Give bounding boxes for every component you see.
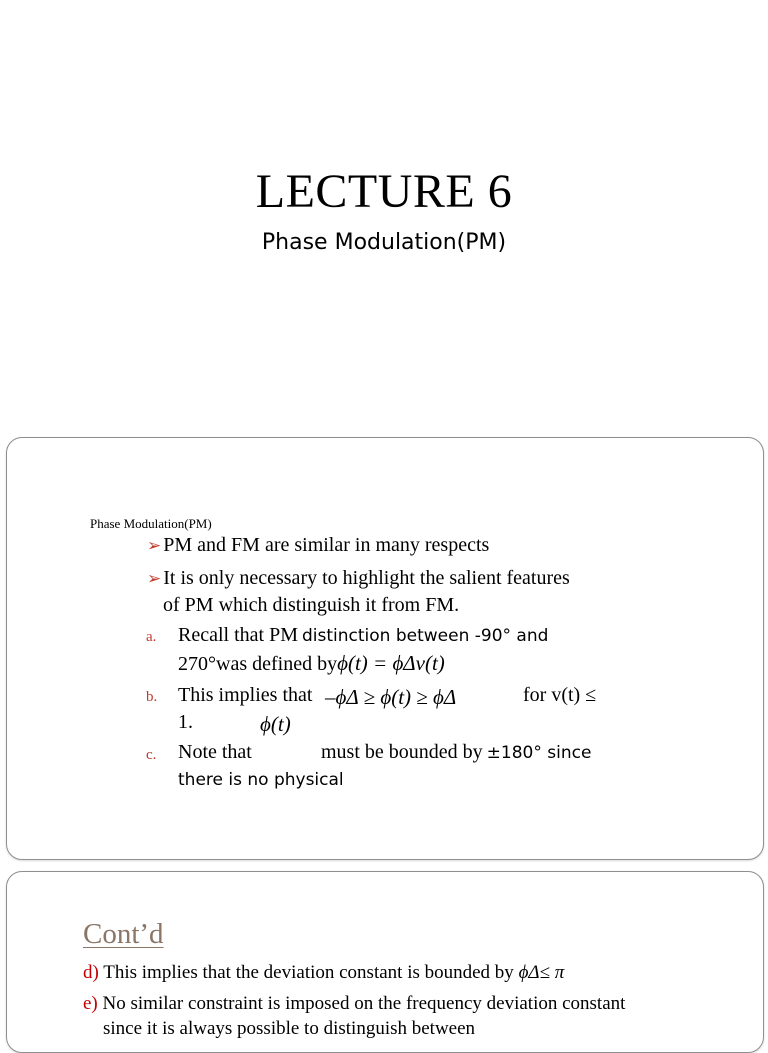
slide-contd — [6, 871, 764, 1053]
item-c-text-b: must be bounded by — [321, 741, 483, 763]
list-item-d — [83, 962, 564, 984]
item-a-text: Recall that PM — [178, 624, 298, 646]
bullet-continuation: of PM which distinguish it from FM. — [163, 594, 460, 616]
item-c-text: Note that — [178, 741, 252, 763]
item-b-formula-2: ϕ(t) — [260, 712, 291, 736]
list-item-a-line2 — [178, 651, 445, 676]
item-b-text: This implies that — [178, 684, 313, 706]
bullet-text: It is only necessary to highlight the salient features — [163, 567, 570, 589]
item-b-formula: –ϕΔ ≥ ϕ(t) ≥ ϕΔ — [325, 685, 457, 709]
arrow-bullet-icon: ➢ — [147, 569, 162, 588]
lecture-subtitle: Phase Modulation(PM) — [261, 230, 507, 255]
item-c-sans-text-2: there is no physical — [178, 770, 344, 790]
item-d-label: d) — [83, 962, 99, 983]
arrow-bullet-icon: ➢ — [147, 536, 162, 555]
list-item-a-line1 — [178, 624, 548, 647]
item-e-text: No similar constraint is imposed on the frequency deviation constant — [102, 993, 626, 1014]
item-e-label: e) — [83, 993, 98, 1014]
item-d-text: This implies that the deviation constant is bounded by — [103, 962, 514, 983]
item-e-continuation: since it is always possible to distinguish between — [103, 1018, 476, 1039]
bullet-item — [147, 534, 489, 557]
list-letter-a: a. — [146, 629, 157, 645]
item-c-sans-text: ±180° since — [486, 743, 592, 763]
slide-small-heading: Phase Modulation(PM) — [90, 516, 212, 531]
item-b-text-2: 1. — [178, 711, 193, 733]
list-item-e — [83, 993, 625, 1015]
bullet-text: PM and FM are similar in many respects — [163, 534, 490, 556]
lecture-title: LECTURE 6 — [255, 165, 513, 218]
item-c-line1 — [321, 741, 591, 764]
list-letter-c: c. — [146, 747, 157, 763]
item-a-text-2: 270°was defined by — [178, 653, 338, 675]
slide-heading: Cont’d — [83, 918, 164, 950]
slide-phase-modulation — [6, 437, 764, 860]
item-a-formula: ϕ(t) = ϕΔv(t) — [337, 651, 445, 675]
item-b-condition: for v(t) ≤ — [523, 684, 597, 706]
bullet-item — [147, 567, 570, 590]
list-letter-b: b. — [146, 689, 158, 705]
item-d-formula: ϕΔ≤ π — [518, 962, 565, 983]
item-a-sans-text: distinction between -90° and — [301, 626, 549, 646]
